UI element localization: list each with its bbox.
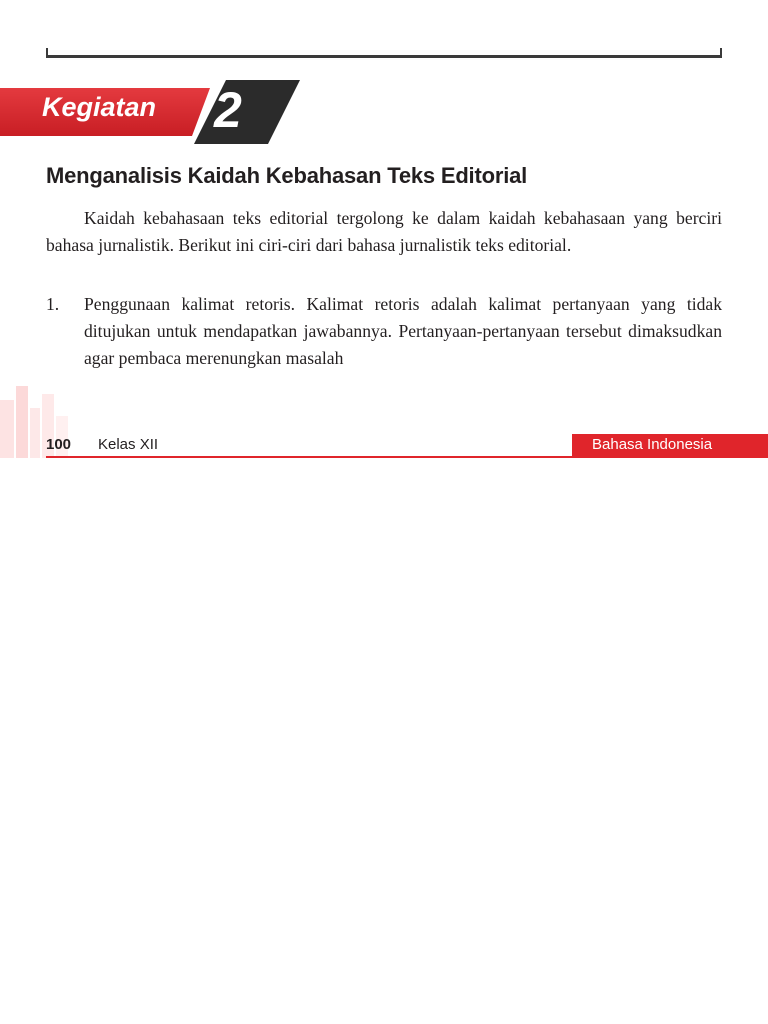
subject-label: Bahasa Indonesia bbox=[592, 436, 713, 453]
class-label: Kelas XII bbox=[98, 436, 159, 453]
activity-label: Kegiatan bbox=[42, 92, 157, 122]
activity-number: 2 bbox=[214, 82, 242, 138]
footer-rule bbox=[46, 456, 572, 458]
list-item-number: 1. bbox=[46, 294, 60, 314]
section-heading: Menganalisis Kaidah Kebahasan Teks Editorial bbox=[46, 163, 528, 188]
intro-paragraph: Kaidah kebahasaan teks editorial tergolong ke dalam kaidah kebahasaan yang berciri bahasa jurnalistik. Berikut ini ciri-ciri dari bahasa jurnalistik teks editorial. bbox=[46, 208, 722, 255]
top-rule bbox=[46, 55, 722, 58]
banner-number-box bbox=[194, 80, 300, 144]
book-page bbox=[0, 0, 768, 458]
list-item-text: Penggunaan kalimat retoris. Kalimat retoris adalah kalimat pertanyaan yang tidak ditujukan untuk mendapatkan jawabannya. Pertanyaan-pertanyaan tersebut dimaksudkan agar pembaca merenungkan masalah bbox=[84, 294, 722, 368]
page-number: 100 bbox=[46, 436, 72, 453]
